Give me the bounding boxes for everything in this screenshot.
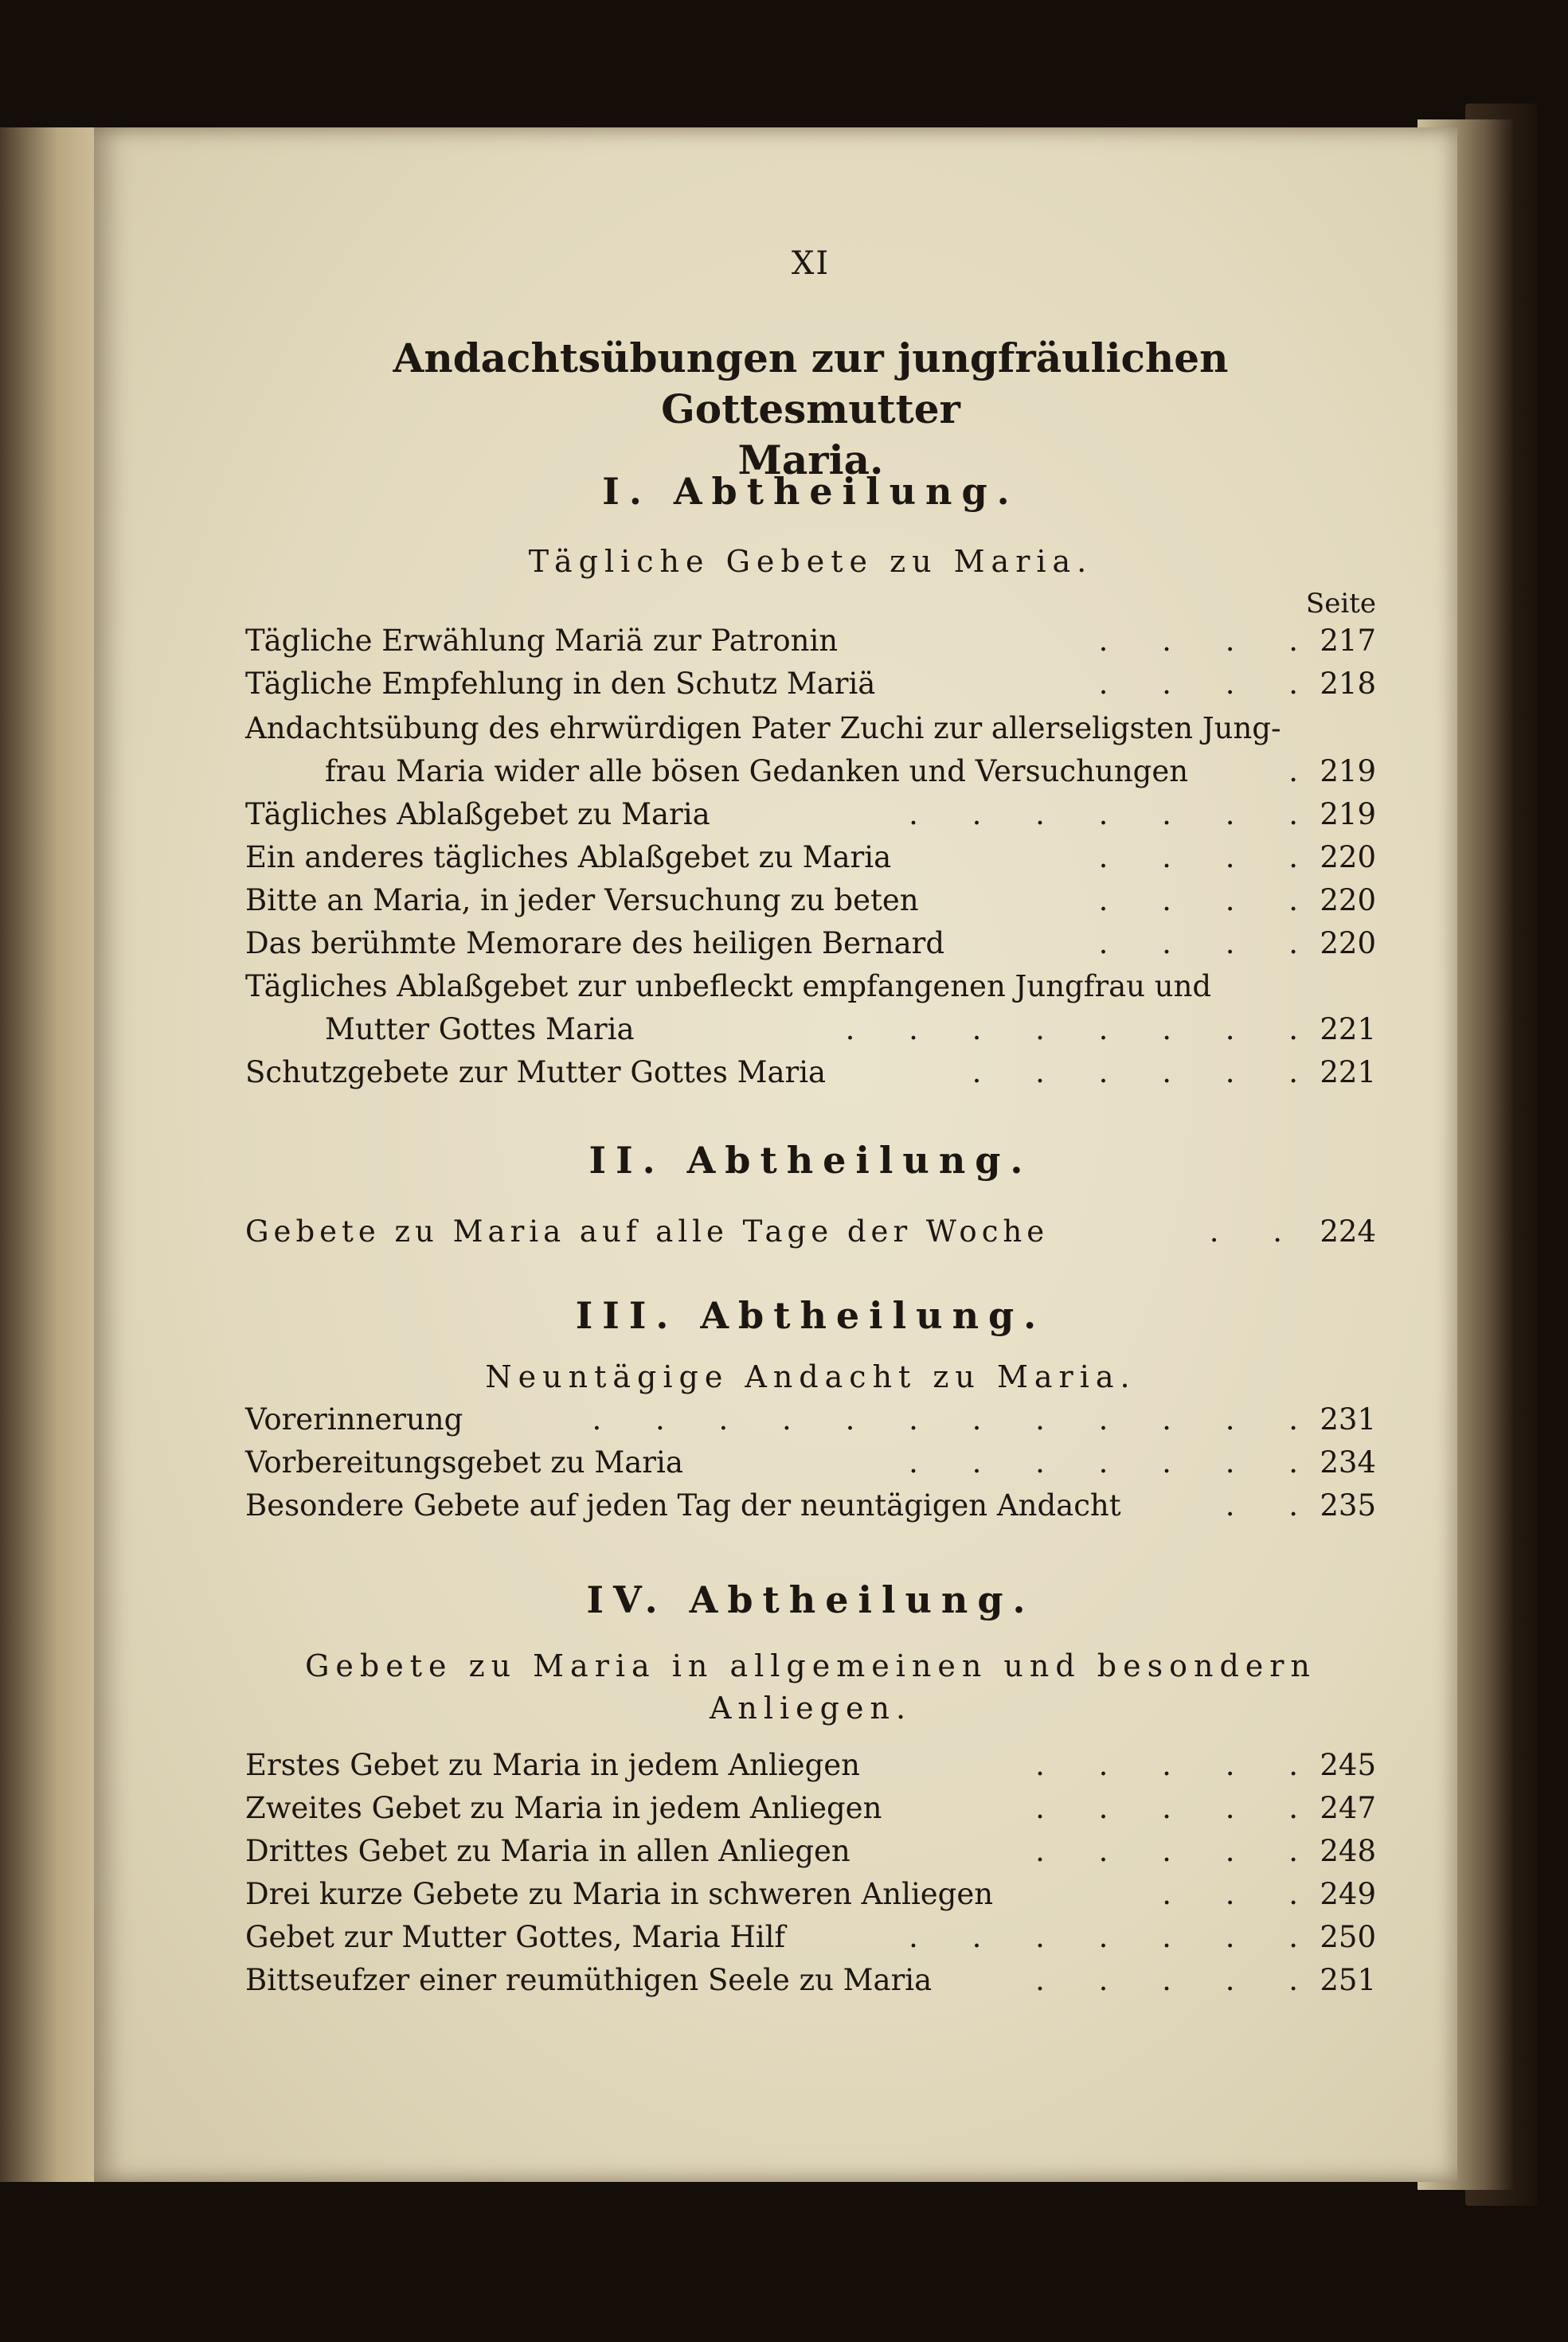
toc-entry [245,707,1376,750]
toc-entry-page: 250 [1320,1920,1376,1954]
section-subheading-4-line-2: Anliegen. [709,1691,913,1726]
toc-entry-title: Zweites Gebet zu Maria in jedem Anliegen [245,1791,882,1825]
toc-entry [245,1051,1376,1094]
toc-entry [245,1916,1376,1959]
section-subheading-1: Tägliche Gebete zu Maria. [528,544,1093,579]
toc-entry-title: Ein anderes tägliches Ablaßgebet zu Maria [245,840,892,874]
toc-entry-title: Drei kurze Gebete zu Maria in schweren Anliegen [245,1877,994,1911]
toc-entry-page: 220 [1320,840,1376,874]
toc-entry-page: 221 [1320,1055,1376,1089]
toc-entry [245,1959,1376,2002]
toc-entry [245,1744,1376,1787]
toc-entry-title: Das berühmte Memorare des heiligen Bernard [245,926,945,960]
toc-entry [245,1484,1376,1527]
section-heading-1: I. Abtheilung. [602,470,1019,513]
toc-entry-page: 217 [1320,624,1376,658]
toc-entry-leader: . . . . [1098,926,1320,960]
toc-entry-title: Tägliches Ablaßgebet zur unbefleckt empfangenen Jungfrau und [245,969,1212,1003]
toc-entry [245,965,1376,1008]
toc-entry [245,620,1376,663]
toc-entry-leader: . . . . . . . [909,1920,1320,1954]
toc-entry-title: Vorbereitungsgebet zu Maria [245,1445,683,1480]
toc-entry-page: 247 [1320,1791,1376,1825]
toc-entry-page: 221 [1320,1012,1376,1046]
section-heading-2: II. Abtheilung. [588,1139,1033,1182]
toc-entry-leader: . . . . . [1035,1963,1320,1997]
toc-entry-leader: . . . . [1098,667,1320,701]
toc-entry-leader: . . . . . . [972,1055,1320,1089]
toc-entry-title: Drittes Gebet zu Maria in allen Anliegen [245,1834,850,1868]
toc-entry-title: frau Maria wider alle bösen Gedanken und Versuchungen [325,754,1189,788]
left-page-edge [0,127,96,2182]
toc-entry [245,879,1376,922]
toc-entry-page: 245 [1320,1748,1376,1782]
toc-entry-leader: . . . . . . . [909,797,1320,831]
toc-entry-leader: . . [1225,1488,1320,1523]
toc-entry-leader: . . . . . [1035,1834,1320,1868]
toc-entry-page: 220 [1320,883,1376,917]
section-heading-4: IV. Abtheilung. [586,1578,1035,1621]
toc-entry-page: 251 [1320,1963,1376,1997]
toc-entry [245,1787,1376,1830]
toc-entry-title: Andachtsübung des ehrwürdigen Pater Zuchi zur allerseligsten Jung- [245,711,1281,745]
toc-entry-page: 248 [1320,1834,1376,1868]
toc-entry-leader: . . . . [1098,840,1320,874]
toc-entry-title: Bitte an Maria, in jeder Versuchung zu beten [245,883,919,917]
toc-entry-title: Erstes Gebet zu Maria in jedem Anliegen [245,1748,860,1782]
toc-entry-page: 218 [1320,667,1376,701]
toc-entry-page: 235 [1320,1488,1376,1523]
toc-entry-page: 249 [1320,1877,1376,1911]
toc-entry [245,922,1376,965]
toc-entry-title: Gebet zur Mutter Gottes, Maria Hilf [245,1920,786,1954]
title-line-2: Maria. [737,436,884,483]
toc-entry-page: 231 [1320,1402,1376,1437]
page-number: XI [791,245,831,282]
toc-entry-page: 220 [1320,926,1376,960]
toc-entry-title: Bittseufzer einer reumüthigen Seele zu Maria [245,1963,933,1997]
toc-entry-leader: . . . . [1098,624,1320,658]
toc-entry-continuation [245,750,1376,793]
section-heading-3: III. Abtheilung. [575,1294,1046,1337]
toc-entry-leader: . . . . . . . . . . . . [592,1402,1320,1437]
title-line-1: Andachtsübungen zur jungfräulichen Gottesmutter [393,334,1229,432]
toc-entry-leader: . . . [1162,1877,1320,1911]
seite-column-label: Seite [1305,588,1376,620]
toc-entry-leader: . . . . . [1035,1791,1320,1825]
toc-entry [245,1830,1376,1873]
toc-entry-leader: . . [1209,1214,1304,1249]
toc-entry [245,793,1376,836]
toc-entry-leader: . . . . . . . [909,1445,1320,1480]
toc-entry [245,1210,1376,1253]
toc-entry-page: 219 [1320,754,1376,788]
toc-entry [245,663,1376,706]
toc-entry-title: Vorerinnerung [245,1402,463,1437]
toc-entry-title: Mutter Gottes Maria [325,1012,635,1046]
toc-entry [245,1873,1376,1916]
toc-entry-continuation [245,1008,1376,1051]
toc-entry-leader: . . . . . . . . [845,1012,1320,1046]
toc-entry-page: 224 [1320,1214,1376,1249]
toc-entry-title: Besondere Gebete auf jeden Tag der neuntägigen Andacht [245,1488,1121,1523]
toc-entry [245,1441,1376,1484]
toc-entry-title: Tägliche Erwählung Mariä zur Patronin [245,624,839,658]
toc-entry-leader: . [1288,754,1320,788]
toc-entry [245,1398,1376,1441]
toc-entry-title: Schutzgebete zur Mutter Gottes Maria [245,1055,827,1089]
toc-entry [245,836,1376,879]
book-page [94,127,1457,2182]
toc-entry-title: Gebete zu Maria auf alle Tage der Woche [245,1214,1050,1249]
page-title [245,333,1376,486]
toc-entry-title: Tägliche Empfehlung in den Schutz Mariä [245,667,876,701]
toc-entry-page: 234 [1320,1445,1376,1480]
toc-entry-leader: . . . . [1098,883,1320,917]
section-subheading-4: Gebete zu Maria in allgemeinen und besondern [305,1648,1316,1683]
toc-entry-leader: . . . . . [1035,1748,1320,1782]
section-subheading-3: Neuntägige Andacht zu Maria. [485,1359,1136,1394]
toc-entry-title: Tägliches Ablaßgebet zu Maria [245,797,710,831]
toc-entry-page: 219 [1320,797,1376,831]
